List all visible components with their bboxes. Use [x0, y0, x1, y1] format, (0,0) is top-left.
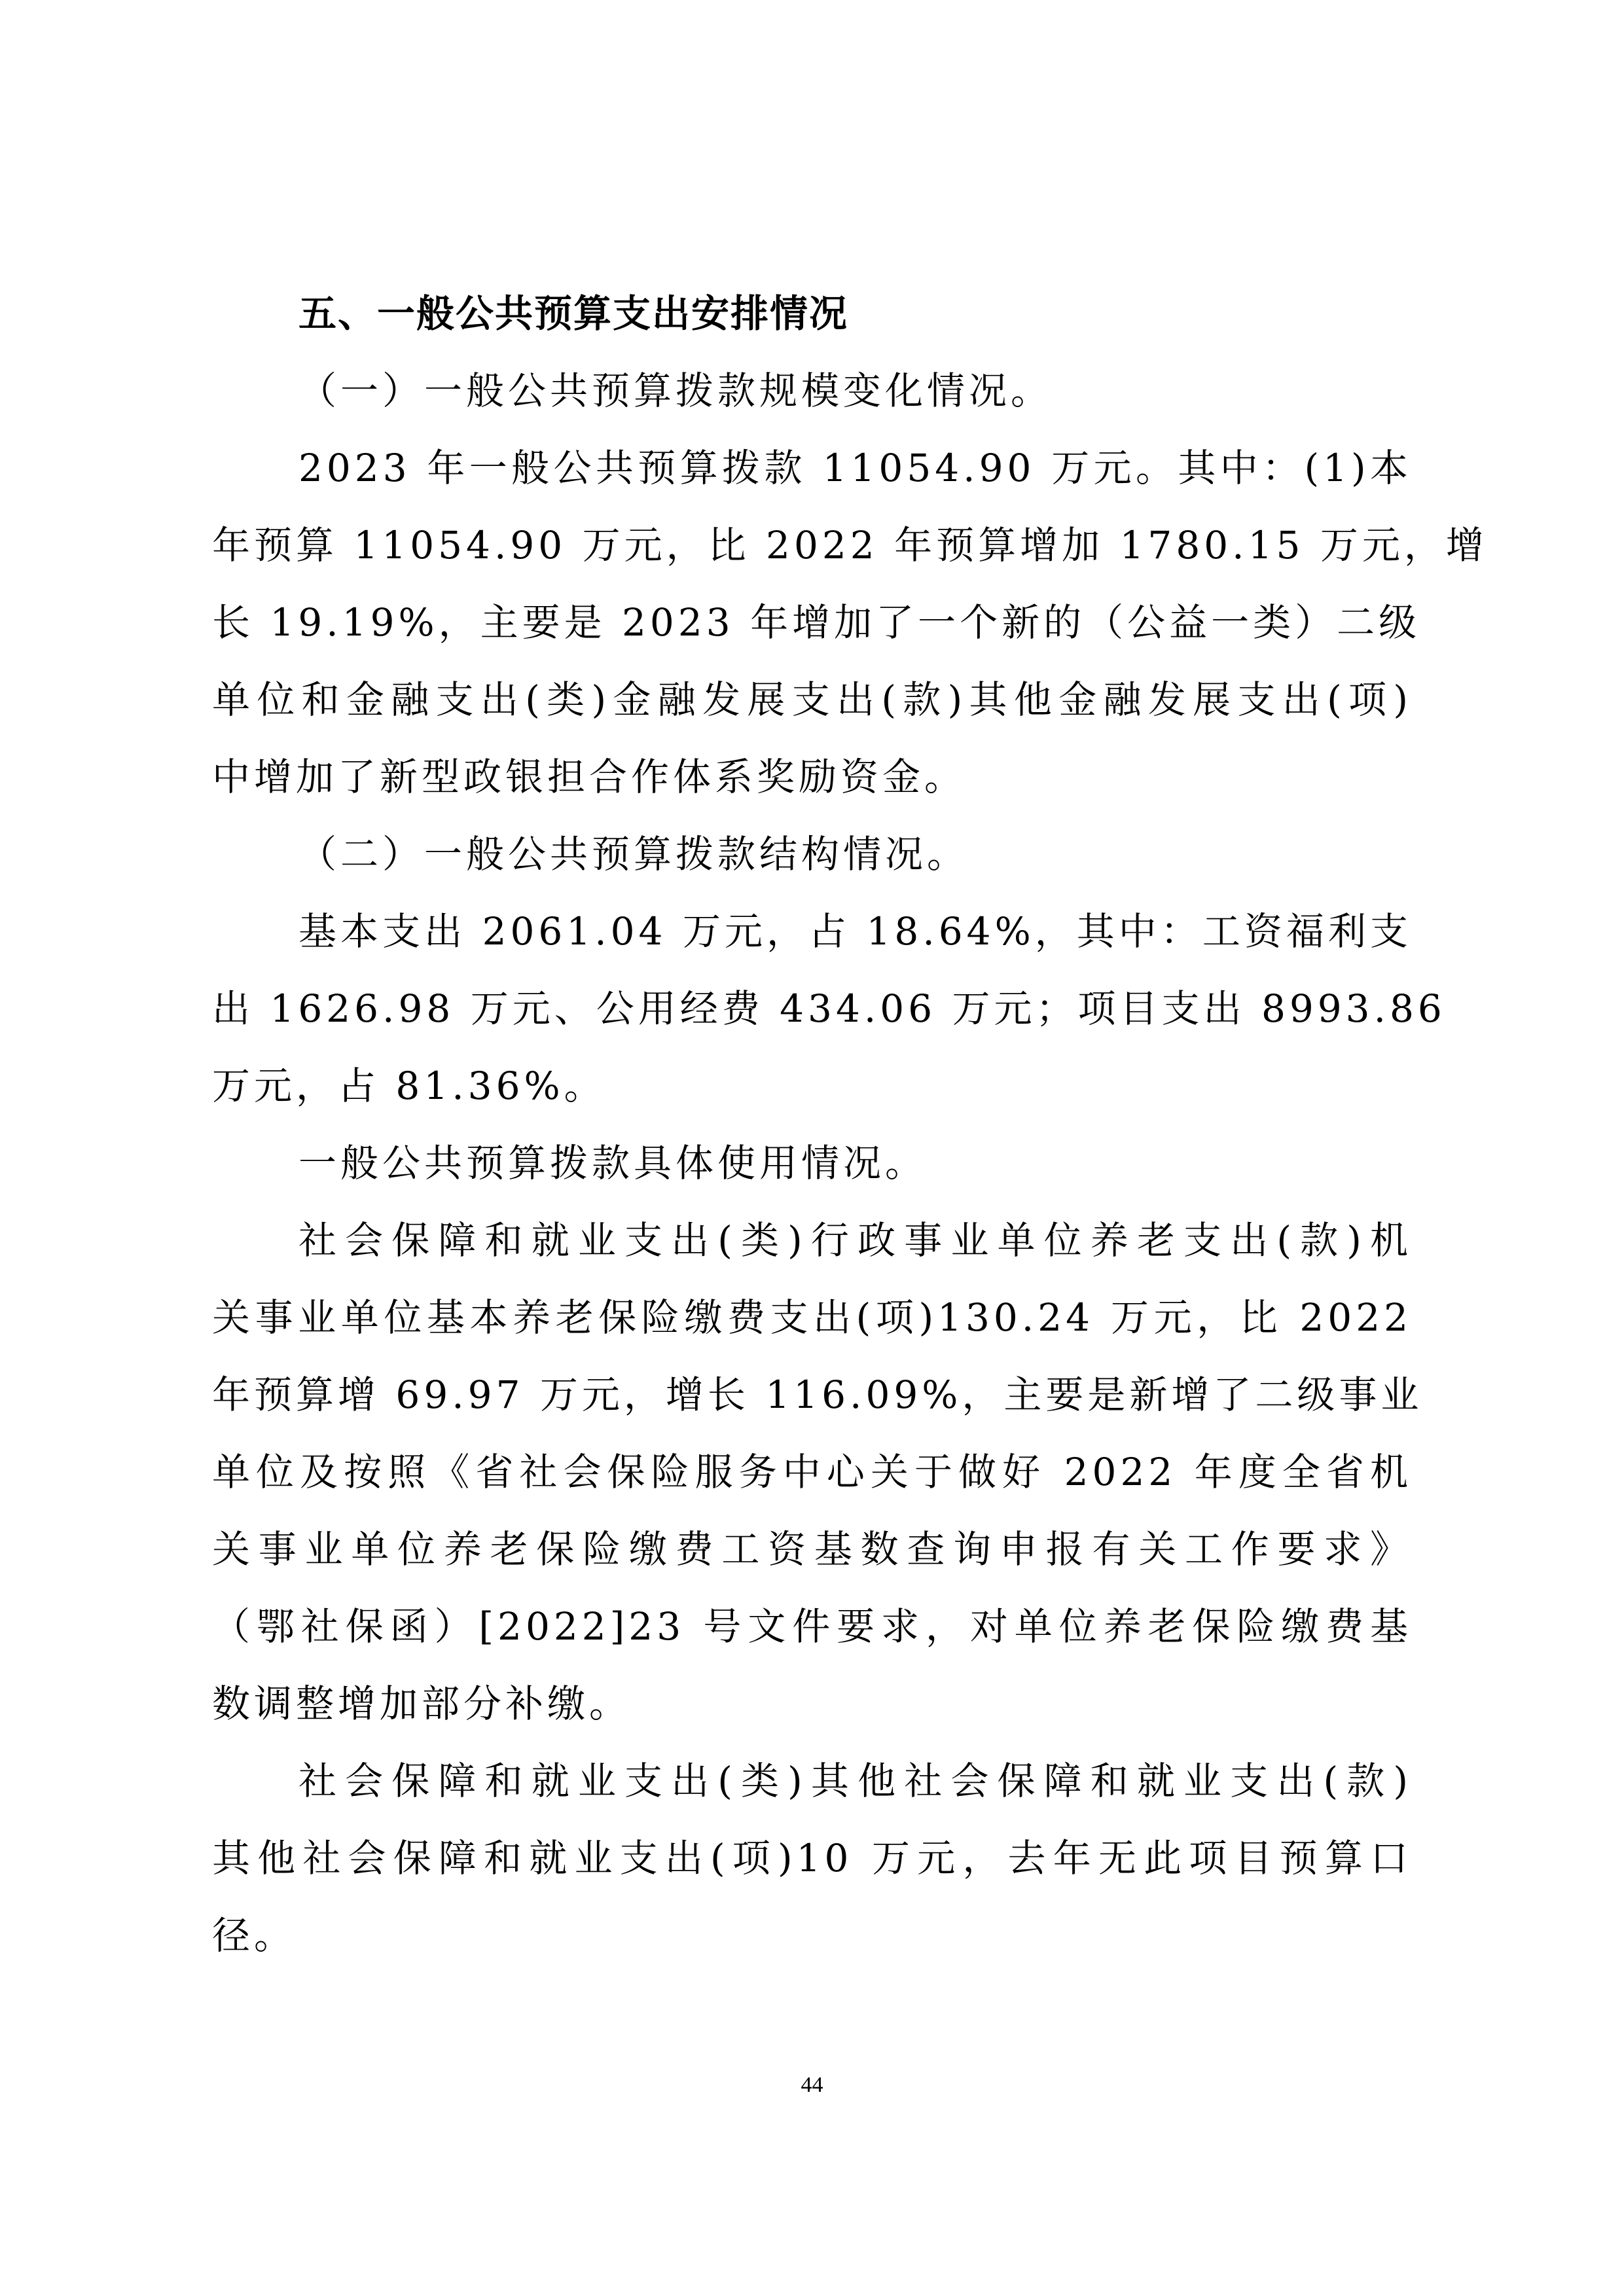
paragraph-line: 社会保障和就业支出(类)其他社会保障和就业支出(款): [298, 1759, 1412, 1803]
paragraph-line: 出 1626.98 万元、公用经费 434.06 万元；项目支出 8993.86: [212, 986, 1446, 1031]
paragraph-line: 中增加了新型政银担合作体系奖励资金。: [212, 755, 967, 799]
paragraph-line: 单位及按照《省社会保险服务中心关于做好 2022 年度全省机: [212, 1450, 1412, 1494]
paragraph-2: [212, 893, 1446, 1124]
paragraph-line: 单位和金融支出(类)金融发展支出(款)其他金融发展支出(项): [212, 677, 1412, 722]
paragraph-1: [212, 429, 1488, 816]
paragraph-line: 2023 年一般公共预算拨款 11054.90 万元。其中：(1)本: [298, 446, 1412, 490]
paragraph-3: [212, 1202, 1423, 1742]
subsection-title-2: （二）一般公共预算拨款结构情况。: [298, 832, 969, 876]
paragraph-line: 基本支出 2061.04 万元，占 18.64%，其中：工资福利支: [298, 909, 1412, 954]
paragraph-line: 关事业单位养老保险缴费工资基数查询申报有关工作要求》: [212, 1527, 1412, 1571]
section-heading: 五、一般公共预算支出安排情况: [298, 291, 849, 336]
paragraph-line: 径。: [212, 1913, 297, 1958]
paragraph-line: 其他社会保障和就业支出(项)10 万元，去年无此项目预算口: [212, 1836, 1412, 1880]
paragraph-line: 年预算 11054.90 万元，比 2022 年预算增加 1780.15 万元，增: [212, 523, 1488, 567]
paragraph-line: 年预算增 69.97 万元，增长 116.09%，主要是新增了二级事业: [212, 1372, 1423, 1417]
paragraph-4: [212, 1742, 1412, 1974]
page-content: [212, 275, 1488, 1974]
subsection-title-1: （一）一般公共预算拨款规模变化情况。: [298, 368, 1053, 413]
paragraph-line: 关事业单位基本养老保险缴费支出(项)130.24 万元，比 2022: [212, 1295, 1412, 1340]
page-number: 44: [801, 2073, 823, 2097]
paragraph-line: 数调整增加部分补缴。: [212, 1681, 632, 1726]
paragraph-line: 万元，占 81.36%。: [212, 1064, 606, 1108]
paragraph-line: 长 19.19%，主要是 2023 年增加了一个新的（公益一类）二级: [212, 600, 1421, 645]
paragraph-line: 社会保障和就业支出(类)行政事业单位养老支出(款)机: [298, 1218, 1412, 1263]
subsection-title-3: 一般公共预算拨款具体使用情况。: [298, 1141, 928, 1185]
paragraph-line: （鄂社保函）[2022]23 号文件要求，对单位养老保险缴费基: [212, 1604, 1412, 1649]
